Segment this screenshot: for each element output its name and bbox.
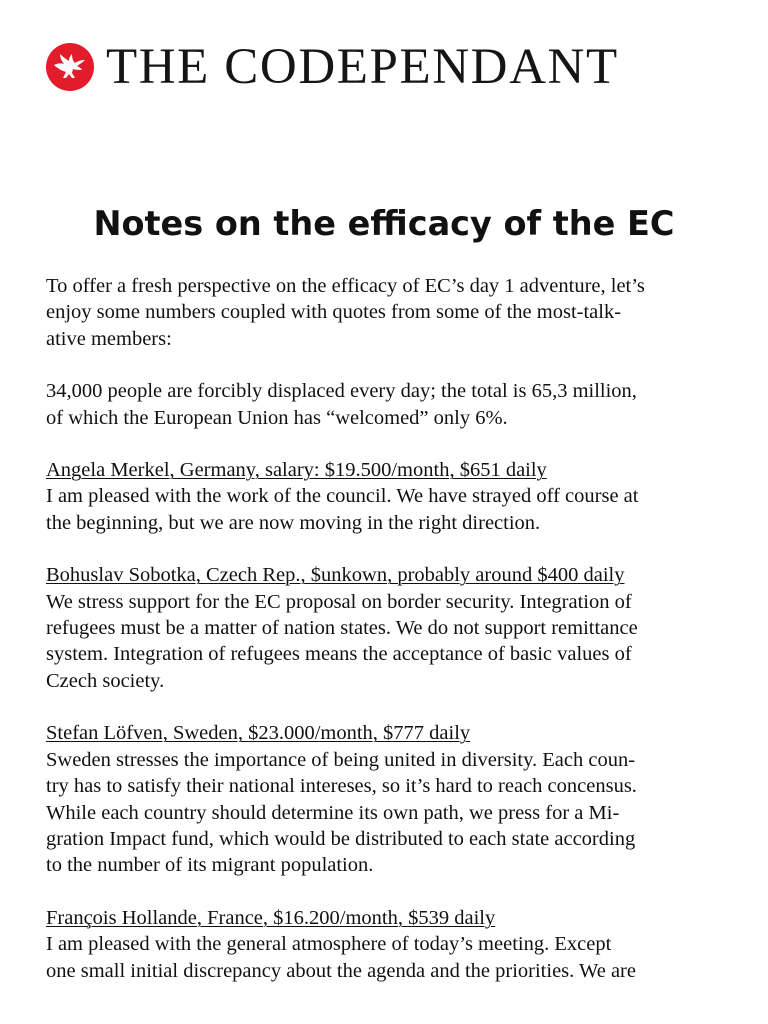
quote-line: I am pleased with the general atmosphere of today’s meeting. Except xyxy=(46,933,612,956)
quote-block xyxy=(46,457,726,536)
quote-line: We stress support for the EC proposal on border security. Integration of xyxy=(46,590,632,613)
quote-line: While each country should determine its own path, we press for a Mi- xyxy=(46,801,620,824)
article-title: Notes on the efficacy of the EC xyxy=(93,204,675,243)
quote-line: try has to satisfy their national intereses, so it’s hard to reach concensus. xyxy=(46,775,637,798)
brand-name: THE CODEPENDANT xyxy=(106,39,619,95)
body-line: 34,000 people are forcibly displaced every day; the total is 65,3 million, xyxy=(46,380,637,403)
logo xyxy=(46,43,94,91)
intro-paragraph xyxy=(46,273,726,352)
stats-paragraph xyxy=(46,378,726,431)
quote-block xyxy=(46,720,726,878)
body-line: ative members: xyxy=(46,327,172,350)
body-line: of which the European Union has “welcomed” only 6%. xyxy=(46,406,508,429)
article-body xyxy=(46,273,726,1010)
speaker-heading: Bohuslav Sobotka, Czech Rep., $unkown, probably around $400 daily xyxy=(46,564,625,587)
quote-block xyxy=(46,905,726,984)
quote-line: gration Impact fund, which would be distributed to each state according xyxy=(46,827,636,850)
quote-block xyxy=(46,562,726,694)
quote-line: Czech society. xyxy=(46,669,165,692)
eagle-icon xyxy=(52,51,88,83)
quote-line: one small initial discrepancy about the agenda and the priorities. We are xyxy=(46,959,636,982)
quote-line: refugees must be a matter of nation states. We do not support remittance xyxy=(46,617,638,640)
quote-line: to the number of its migrant population. xyxy=(46,854,374,877)
quote-line: I am pleased with the work of the council. We have strayed off course at xyxy=(46,485,639,508)
quote-line: Sweden stresses the importance of being united in diversity. Each coun- xyxy=(46,748,636,771)
speaker-heading: Angela Merkel, Germany, salary: $19.500/month, $651 daily xyxy=(46,459,547,482)
body-line: To offer a fresh perspective on the efficacy of EC’s day 1 adventure, let’s xyxy=(46,275,645,297)
masthead xyxy=(46,38,619,96)
speaker-heading: François Hollande, France, $16.200/month, $539 daily xyxy=(46,906,496,929)
quote-line: system. Integration of refugees means the acceptance of basic values of xyxy=(46,643,632,666)
quote-line: the beginning, but we are now moving in the right direction. xyxy=(46,511,541,534)
body-line: enjoy some numbers coupled with quotes from some of the most-talk- xyxy=(46,301,622,324)
speaker-heading: Stefan Löfven, Sweden, $23.000/month, $777 daily xyxy=(46,722,471,745)
